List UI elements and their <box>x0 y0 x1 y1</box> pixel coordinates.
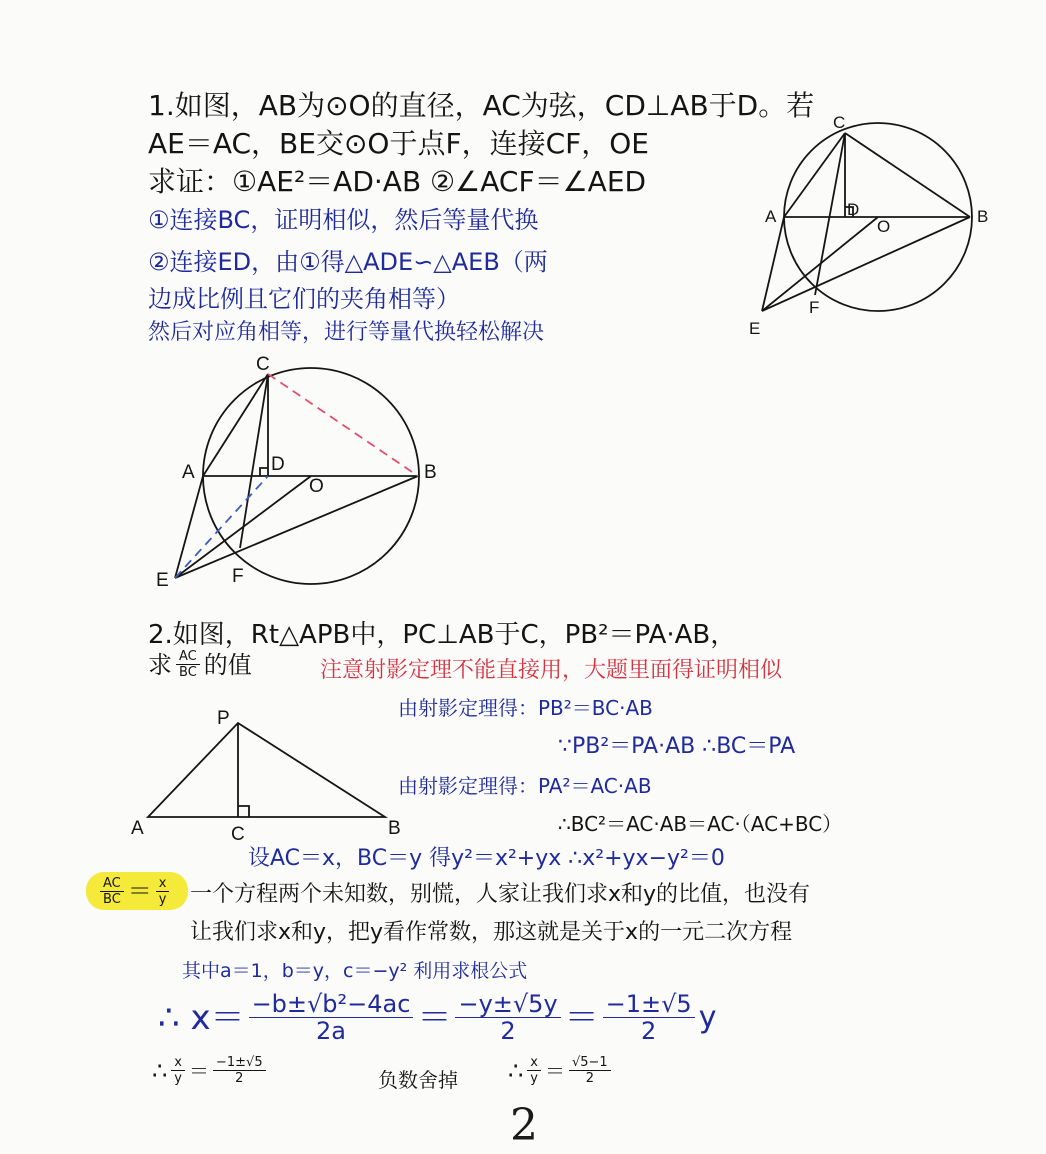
final-ratio-den: y <box>530 1071 538 1086</box>
fig2-label-e: E <box>156 570 169 590</box>
p1-hint-2b: 边成比例且它们的夹角相等） <box>148 285 460 313</box>
fig1-label-c: C <box>833 113 846 132</box>
fig2-label-d: D <box>271 454 285 475</box>
ratio-lhs-num: AC <box>100 877 124 892</box>
formula-frac-3-den: 2 <box>641 1017 657 1045</box>
formula-frac-2-num: −y±√5y <box>455 992 560 1018</box>
formula-frac-1-den: 2a <box>316 1017 346 1045</box>
concl-value <box>213 1056 266 1085</box>
p2-ask-suffix: 的值 <box>203 650 252 679</box>
formula-frac-2-den: 2 <box>500 1017 516 1045</box>
fig1-label-d: D <box>847 200 860 219</box>
formula-prefix: ∴ x＝ <box>158 997 245 1038</box>
ratio-rhs-den: y <box>158 891 167 907</box>
p1-hint-2a: ②连接ED，由①得△ADE∽△AEB（两 <box>148 248 548 276</box>
fig2-label-f: F <box>232 566 244 587</box>
final-value-den: 2 <box>585 1071 594 1086</box>
concl-value-num: −1±√5 <box>213 1056 266 1071</box>
formula-frac-1 <box>249 992 414 1043</box>
p2-ask-line <box>148 650 252 679</box>
page-number: 2 <box>510 1100 538 1151</box>
final-ratio-num: x <box>527 1056 541 1071</box>
concl-ratio-num: x <box>171 1056 185 1071</box>
p2-discard-note: 负数舍掉 <box>378 1068 458 1092</box>
formula-eq-2: ＝ <box>564 997 599 1038</box>
ratio-rhs-num: x <box>156 877 170 892</box>
figure-right-triangle <box>125 700 415 845</box>
p2-explain-2: 让我们求x和y，把y看作常数，那这就是关于x的一元二次方程 <box>190 920 793 945</box>
p2-warning: 注意射影定理不能直接用，大题里面得证明相似 <box>320 658 783 683</box>
fig1-label-a: A <box>765 207 777 226</box>
figure-circle-2 <box>150 350 450 590</box>
final-eq: ＝ <box>544 1058 565 1083</box>
fig1-label-e: E <box>749 319 761 338</box>
p2-ask-fraction <box>176 650 200 679</box>
p2-coefficients: 其中a＝1，b＝y，c＝−y² 利用求根公式 <box>182 960 528 982</box>
aux-line-cb <box>268 374 418 476</box>
p2-statement-line1: 2.如图，Rt△APB中，PC⊥AB于C，PB²＝PA·AB， <box>148 620 737 650</box>
concl-prefix: ∴ <box>152 1056 168 1085</box>
p1-hint-2c: 然后对应角相等，进行等量代换轻松解决 <box>148 320 545 345</box>
p2-ask-num: AC <box>176 650 200 665</box>
p1-statement-line1: 1.如图，AB为⊙O的直径，AC为弦，CD⊥AB于D。若 <box>148 89 815 122</box>
formula-suffix: y <box>698 999 717 1035</box>
p1-prove-line: 求证：①AE²＝AD·AB ②∠ACF＝∠AED <box>148 165 647 198</box>
p2-ask-prefix: 求 <box>148 650 172 679</box>
p1-statement-line2: AE＝AC，BE交⊙O于点F，连接CF，OE <box>148 127 649 160</box>
formula-frac-1-num: −b±√b²−4ac <box>249 992 414 1018</box>
ratio-definition <box>96 872 173 910</box>
final-prefix: ∴ <box>508 1056 524 1085</box>
fig2-label-c: C <box>256 354 270 375</box>
p2-final-answer <box>508 1056 615 1085</box>
p2-conclusion-1 <box>152 1056 270 1085</box>
p2-step2: ∵PB²＝PA·AB ∴BC＝PA <box>558 734 796 759</box>
figure-circle-1 <box>740 105 1000 345</box>
fig1-label-o: O <box>877 217 891 236</box>
p2-step5: 设AC＝x，BC＝y 得y²＝x²+yx ∴x²+yx−y²＝0 <box>248 846 725 871</box>
formula-frac-2 <box>455 992 560 1043</box>
concl-ratio-den: y <box>174 1071 182 1086</box>
final-value-num: √5−1 <box>569 1056 611 1071</box>
fig2-label-b: B <box>424 462 437 483</box>
tri-label-p: P <box>217 708 230 729</box>
ratio-rhs <box>156 877 170 906</box>
concl-value-den: 2 <box>235 1071 244 1086</box>
tri-label-b: B <box>388 818 401 839</box>
p2-step4: ∴BC²＝AC·AB＝AC·（AC+BC） <box>558 812 843 836</box>
concl-ratio <box>171 1056 185 1085</box>
tri-label-a: A <box>131 818 144 839</box>
final-value <box>569 1056 611 1085</box>
formula-frac-3 <box>603 992 695 1043</box>
final-ratio <box>527 1056 541 1085</box>
p2-explain-1: 一个方程两个未知数，别慌，人家让我们求x和y的比值，也没有 <box>190 882 811 907</box>
fig2-label-o: O <box>309 476 324 497</box>
tri-label-c: C <box>231 824 245 845</box>
p2-step1: 由射影定理得：PB²＝BC·AB <box>398 696 653 720</box>
concl-eq: ＝ <box>188 1058 209 1083</box>
formula-frac-3-num: −1±√5 <box>603 992 695 1018</box>
fig1-label-b: B <box>977 207 989 226</box>
p2-step3: 由射影定理得：PA²＝AC·AB <box>398 774 652 798</box>
p2-ask-den: BC <box>179 665 197 680</box>
fig2-label-a: A <box>182 462 195 483</box>
ratio-lhs <box>100 877 124 906</box>
fig1-label-f: F <box>809 298 820 317</box>
p2-quadratic-formula <box>158 992 716 1043</box>
formula-eq-1: ＝ <box>417 997 452 1038</box>
p1-hint-1: ①连接BC，证明相似，然后等量代换 <box>148 206 539 234</box>
ratio-eq: ＝ <box>127 877 152 905</box>
ratio-lhs-den: BC <box>103 891 121 907</box>
